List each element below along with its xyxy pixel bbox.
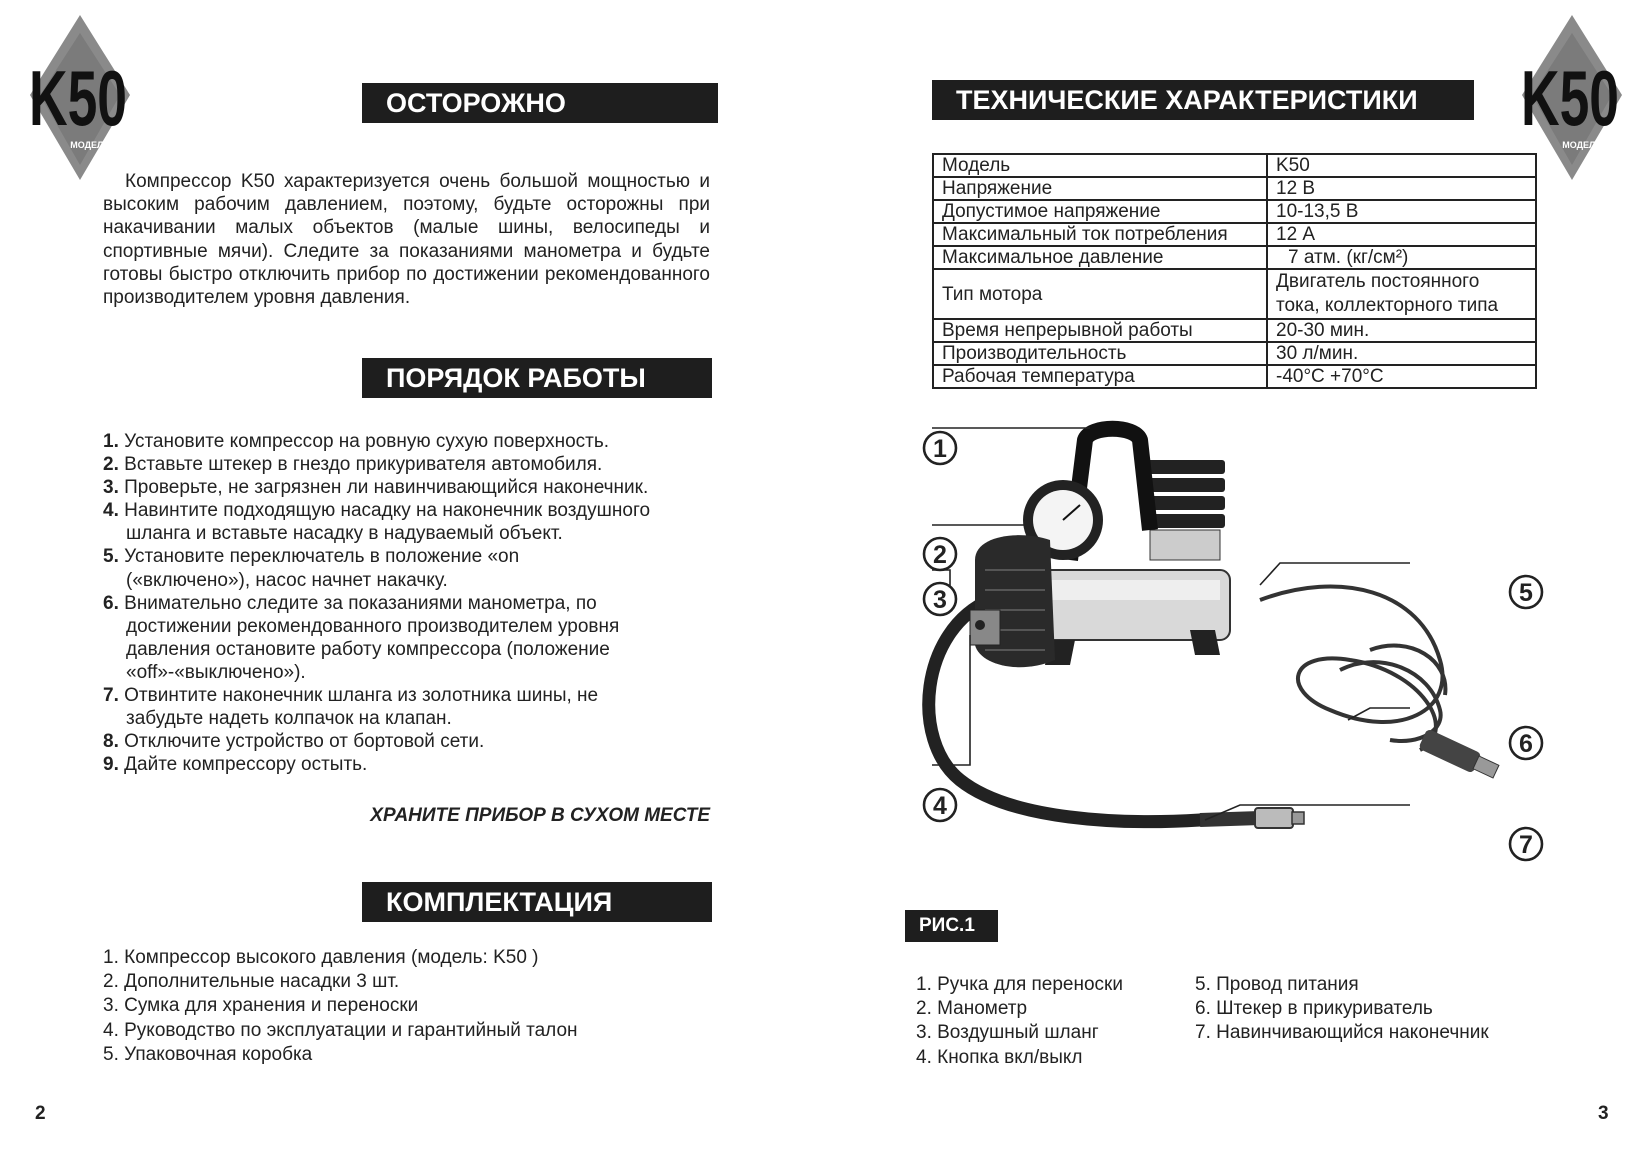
spec-label: Рабочая температура <box>933 365 1267 388</box>
callout-1 <box>922 430 958 466</box>
spec-label: Максимальный ток потребления <box>933 223 1267 246</box>
page-number-right: 3 <box>1598 1103 1609 1124</box>
specs-table <box>932 153 1537 389</box>
step-item: 4. Навинтите подходящую насадку на наконечник воздушного шланга и вставьте насадку в надуваемый объект. <box>103 500 651 545</box>
figure-legend-right <box>1195 973 1525 1046</box>
callout-number: 5 <box>1519 579 1533 607</box>
specs-heading <box>932 80 1474 120</box>
table-row <box>933 269 1536 319</box>
legend-item: 2. Манометр <box>916 998 1028 1020</box>
spec-label: Тип мотора <box>933 269 1267 319</box>
kit-heading-text: КОМПЛЕКТАЦИЯ <box>386 887 613 917</box>
spec-value: 30 л/мин. <box>1267 342 1536 365</box>
step-item: 1. Установите компрессор на ровную сухую поверхность. <box>103 431 610 452</box>
step-item: 7. Отвинтите наконечник шланга из золотника шины, не забудьте надеть колпачок на клапан. <box>103 685 599 730</box>
spec-value: 10-13,5 В <box>1267 200 1536 223</box>
logo-text: K50 <box>1521 54 1619 142</box>
step-item: 9. Дайте компрессору остыть. <box>103 754 368 776</box>
spec-value: -40°С +70°С <box>1267 365 1536 388</box>
table-row <box>933 342 1536 365</box>
spec-value: 20-30 мин. <box>1267 319 1536 342</box>
callout-3 <box>922 581 958 617</box>
spec-label: Напряжение <box>933 177 1267 200</box>
logo-caption: МОДЕЛЬ <box>1562 140 1602 150</box>
callout-4 <box>922 787 958 823</box>
callout-number: 7 <box>1519 831 1533 859</box>
operation-steps <box>103 430 713 776</box>
spec-value: 12 А <box>1267 223 1536 246</box>
kit-item: 3. Сумка для хранения и переноски <box>103 995 419 1017</box>
callout-number: 1 <box>933 435 947 463</box>
callout-number: 4 <box>933 792 947 820</box>
spec-label: Время непрерывной работы <box>933 319 1267 342</box>
operation-heading <box>362 358 712 398</box>
figure-label <box>905 910 998 942</box>
table-row <box>933 200 1536 223</box>
spec-value: 7 атм. (кг/см²) <box>1267 246 1536 269</box>
logo-left <box>28 15 130 180</box>
kit-item: 1. Компрессор высокого давления (модель: K50 ) <box>103 947 539 968</box>
callout-5 <box>1508 574 1544 610</box>
table-row <box>933 177 1536 200</box>
table-row <box>933 154 1536 177</box>
logo-caption: МОДЕЛЬ <box>70 140 110 150</box>
page-number-left: 2 <box>35 1103 46 1124</box>
figure-label-text: РИС.1 <box>919 915 975 936</box>
table-row <box>933 246 1536 269</box>
spec-label: Производительность <box>933 342 1267 365</box>
kit-heading <box>362 882 712 922</box>
power-cord-drawing <box>1260 587 1499 778</box>
step-item: 8. Отключите устройство от бортовой сети. <box>103 731 485 753</box>
spec-label: Максимальное давление <box>933 246 1267 269</box>
table-row <box>933 319 1536 342</box>
logo-text: K50 <box>29 54 127 142</box>
legend-item: 5. Провод питания <box>1195 974 1359 995</box>
operation-heading-text: ПОРЯДОК РАБОТЫ <box>386 363 646 393</box>
callout-number: 2 <box>933 541 947 569</box>
compressor-drawing <box>970 429 1230 667</box>
step-item: 6. Внимательно следите за показаниями манометра, по достижении рекомендованного производителем уровня давления остановите работу компрессора (положение «off»-«выключено»). <box>103 592 620 683</box>
kit-item: 4. Руководство по эксплуатации и гарантийный талон <box>103 1019 578 1041</box>
spec-value: Двигатель постоянного тока, коллекторного типа <box>1267 269 1536 319</box>
spec-value: K50 <box>1267 154 1536 177</box>
caution-heading <box>362 83 718 123</box>
step-item: 5. Установите переключатель в положение «on («включено»), насос начнет накачку. <box>103 546 520 591</box>
spec-value: 12 В <box>1267 177 1536 200</box>
table-row <box>933 365 1536 388</box>
callout-number: 6 <box>1519 730 1533 758</box>
legend-item: 3. Воздушный шланг <box>916 1022 1099 1044</box>
step-item: 3. Проверьте, не загрязнен ли навинчивающийся наконечник. <box>103 477 649 499</box>
callout-number: 3 <box>933 586 947 614</box>
callout-2 <box>922 536 958 572</box>
caution-paragraph: Компрессор K50 характеризуется очень большой мощностью и высоким рабочим давлением, поэтому, будьте осторожны при накачивании малых объектов (малые шины, велосипеды и спортивные мячи). Следите за показаниями манометра и будьте готовы быстро отключить прибор по достижении рекомендованного производителем уровня давления. <box>103 171 710 309</box>
kit-list <box>103 946 723 1067</box>
figure-legend-left <box>916 973 1186 1070</box>
kit-item: 2. Дополнительные насадки 3 шт. <box>103 971 400 993</box>
legend-item: 7. Навинчивающийся наконечник <box>1195 1022 1489 1044</box>
spec-label: Модель <box>933 154 1267 177</box>
kit-item: 5. Упаковочная коробка <box>103 1043 313 1065</box>
step-item: 2. Вставьте штекер в гнездо прикуривателя автомобиля. <box>103 454 603 476</box>
storage-note: ХРАНИТЕ ПРИБОР В СУХОМ МЕСТЕ <box>370 805 710 826</box>
legend-item: 4. Кнопка вкл/выкл <box>916 1046 1083 1068</box>
specs-heading-text: ТЕХНИЧЕСКИЕ ХАРАКТЕРИСТИКИ <box>956 85 1418 115</box>
compressor-figure <box>900 420 1560 870</box>
legend-item: 6. Штекер в прикуриватель <box>1195 998 1433 1020</box>
legend-item: 1. Ручка для переноски <box>916 974 1123 995</box>
spec-label: Допустимое напряжение <box>933 200 1267 223</box>
table-row <box>933 223 1536 246</box>
callout-6 <box>1508 725 1544 761</box>
callout-7 <box>1508 826 1544 862</box>
caution-heading-text: ОСТОРОЖНО <box>386 88 566 118</box>
